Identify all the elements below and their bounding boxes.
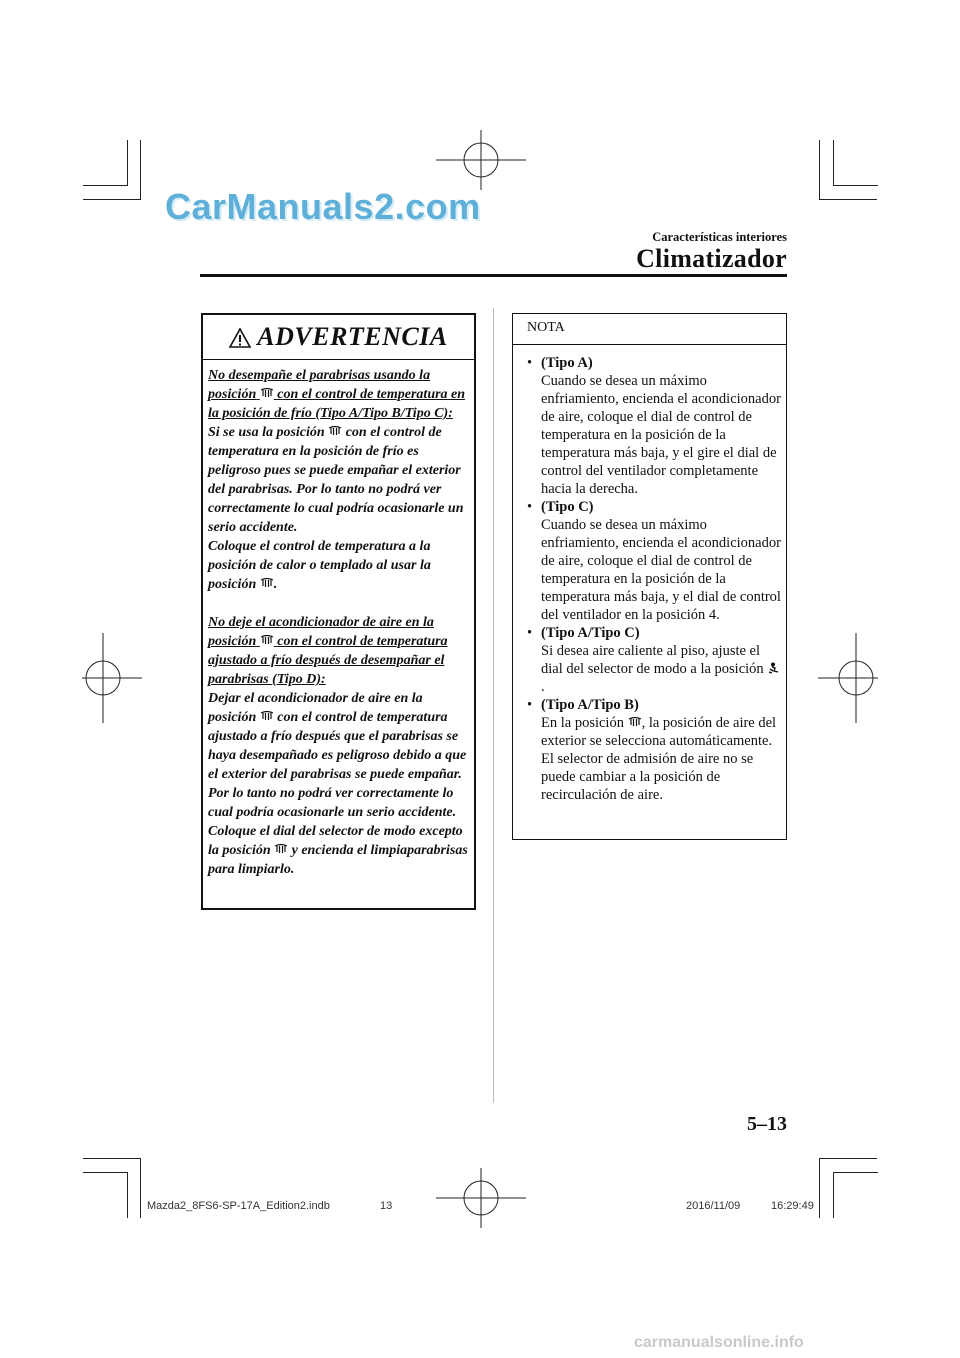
warning-inst1-text: Coloque el control de temperatura a la posición de calor o templado al usar la posición [208, 539, 431, 592]
warning-exp2-text-a: Dejar el acondicionador de aire en la posición [208, 691, 423, 725]
defroster-icon [260, 577, 274, 589]
note-item-text: Cuando se desea un máximo enfriamiento, encienda el acondicionador de aire, coloque el dial de control de temperatura en la posición de la temperatura más baja, y el gire el dial de control del ventilador completamente hacia la derecha. [541, 373, 781, 497]
note-header [513, 314, 786, 345]
footer-date: 2016/11/09 [686, 1200, 741, 1212]
section-label: Características interiores [652, 230, 787, 244]
warning-exp1-text-b: con el control de temperatura en la posición de frío es peligroso pues se puede empañar el exterior del parabrisas. Por lo tanto no podrá ver correctamente lo cual podría ocasionarle un serio accidente. [208, 425, 464, 535]
defroster-icon [260, 634, 274, 646]
warning-cond2-text-a: No deje el acondicionador de aire en la posición [208, 615, 434, 649]
warning-condition-2 [208, 613, 472, 689]
defroster-icon [628, 716, 642, 728]
note-title: NOTA [527, 320, 565, 335]
note-item-title: (Tipo A/Tipo C) [541, 625, 640, 641]
warning-instruction-2 [208, 822, 472, 879]
warning-exp2-text-b: con el control de temperatura ajustado a frío después que el parabrisas se haya desempañado es peligroso debido a que el exterior del parabrisas se puede empañar. Por lo tanto no podrá ver correctamente lo cual podría ocasionarle un serio accidente. [208, 710, 467, 820]
warning-cond1-text-a: No desempañe el parabrisas usando la posición [208, 368, 431, 402]
page-number: 5–13 [747, 1113, 787, 1135]
warning-explanation-1 [208, 423, 472, 537]
warning-inst1-end: . [273, 577, 278, 592]
bullet: • [527, 625, 533, 641]
footer-file: Mazda2_8FS6-SP-17A_Edition2.indb [147, 1200, 330, 1212]
note-item-title: (Tipo A) [541, 355, 593, 371]
warning-instruction-1 [208, 537, 472, 594]
note-body [513, 354, 786, 804]
defroster-icon [260, 710, 274, 722]
header-rule [200, 274, 787, 277]
warning-inst2-text: Coloque el dial del selector de modo excepto la posición [208, 824, 463, 858]
note-item-text-a: En la posición [541, 715, 624, 731]
warning-cond2-text-b: con el control de temperatura ajustado a frío después de desempañar el parabrisas (Tipo D): [208, 634, 448, 687]
note-item [513, 624, 786, 696]
warning-triangle-icon [229, 328, 251, 348]
note-item-title: (Tipo C) [541, 499, 594, 515]
defroster-icon [274, 843, 288, 855]
note-item-text-b: , la posición de aire del exterior se selecciona automáticamente. El selector de admisión de aire no se puede cambiar a la posición de recirculación de aire. [541, 715, 777, 803]
warning-condition-1 [208, 366, 472, 423]
registration-mark-left [82, 633, 142, 723]
warning-box [201, 313, 476, 910]
watermark-logo[interactable]: CarManuals2.com [165, 186, 481, 227]
warning-explanation-2 [208, 689, 472, 822]
bullet: • [527, 499, 533, 515]
note-item-text-b: . [541, 679, 545, 695]
warning-header [203, 315, 474, 360]
note-item [513, 696, 786, 804]
warning-cond1-text-b: con el control de temperatura en la posición de frío (Tipo A/Tipo B/Tipo C): [208, 387, 466, 421]
floor-mode-icon [767, 662, 781, 674]
note-item-text [541, 642, 782, 696]
note-item [513, 498, 786, 624]
note-item-title: (Tipo A/Tipo B) [541, 697, 639, 713]
page-title: Climatizador [636, 244, 787, 273]
bullet: • [527, 355, 533, 371]
note-item-text [541, 714, 782, 804]
column-divider [493, 308, 494, 1103]
registration-mark-top [436, 130, 526, 190]
note-box [512, 313, 787, 840]
warning-title: ADVERTENCIA [257, 322, 448, 351]
note-item-text: Cuando se desea un máximo enfriamiento, encienda el acondicionador de aire, coloque el dial de control de temperatura en la posición de la temperatura más baja, y el dial de control del ventilador en la posición 4. [541, 517, 781, 623]
bullet: • [527, 697, 533, 713]
registration-mark-right [818, 633, 878, 723]
warning-inst2-end: y encienda el limpiaparabrisas para limpiarlo. [208, 843, 468, 877]
site-watermark[interactable]: carmanualsonline.info [634, 1334, 804, 1351]
registration-mark-bottom [436, 1168, 526, 1228]
footer-time: 16:29:49 [771, 1200, 814, 1212]
defroster-icon [260, 387, 274, 399]
note-item [513, 354, 786, 498]
defroster-icon [328, 425, 342, 437]
footer-sheet: 13 [380, 1200, 393, 1212]
warning-body [208, 366, 472, 879]
warning-exp1-text-a: Si se usa la posición [208, 425, 325, 440]
note-item-text-a: Si desea aire caliente al piso, ajuste el dial del selector de modo a la posición [541, 643, 764, 677]
